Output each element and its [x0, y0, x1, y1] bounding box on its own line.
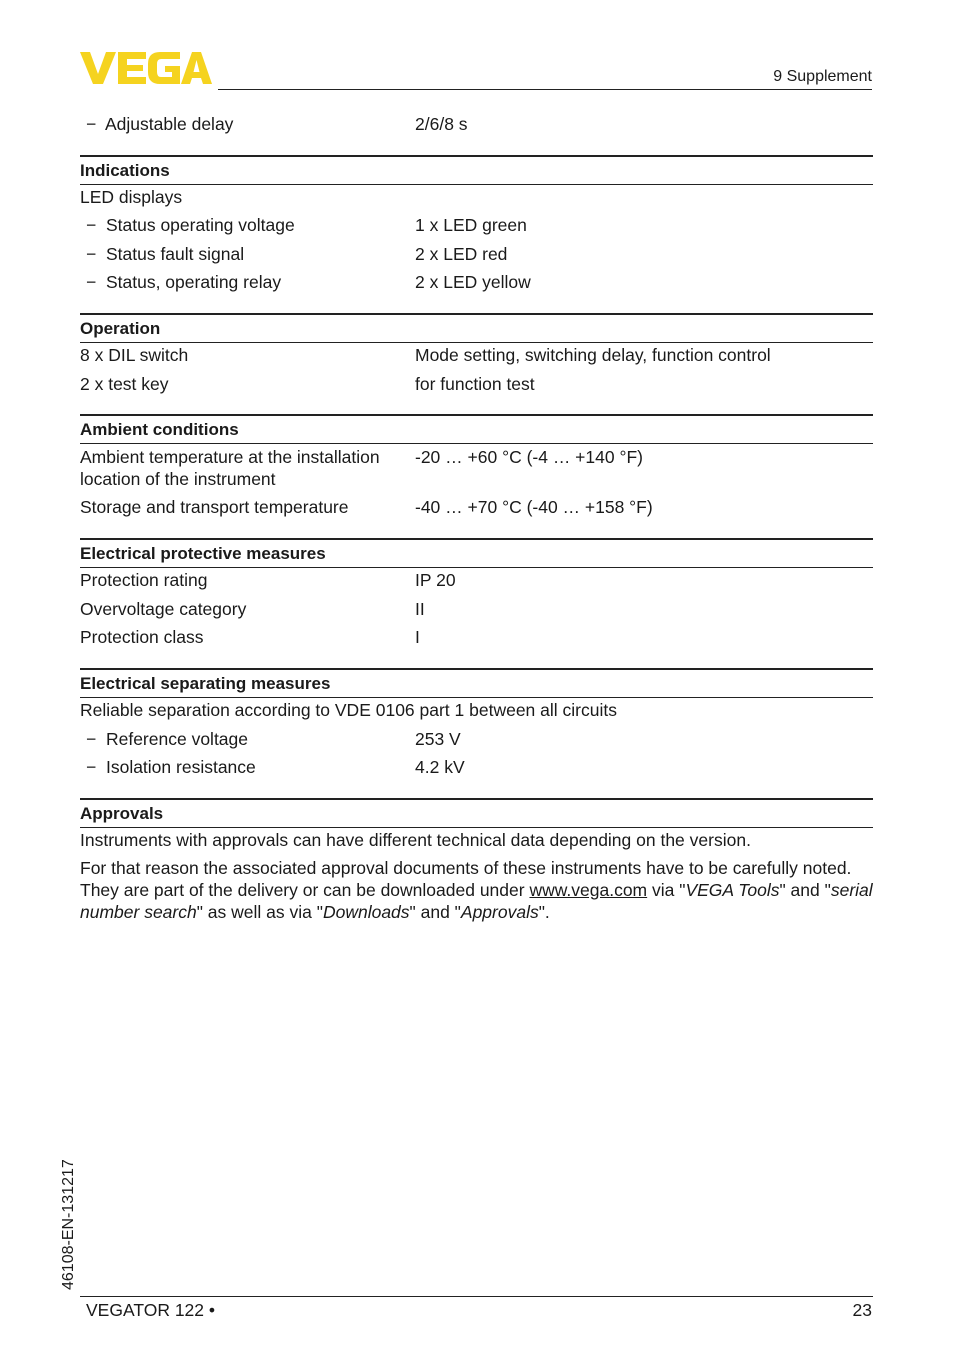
spec-label: Overvoltage category: [80, 599, 247, 619]
spec-row: [80, 755, 873, 779]
section-label: 9 Supplement: [773, 68, 872, 85]
vega-website-link[interactable]: www.vega.com: [529, 880, 648, 900]
footer-product: VEGATOR 122 •: [86, 1300, 216, 1320]
approvals-paragraph-1: Instruments with approvals can have different technical data depending on the version.: [80, 830, 751, 850]
spec-value: 253 V: [415, 729, 461, 749]
spec-row: [80, 625, 873, 649]
spec-label: 8 x DIL switch: [80, 345, 189, 365]
spec-label: Reliable separation according to VDE 0106 part 1 between all circuits: [80, 700, 617, 720]
section-heading-protective-measures: Electrical protective measures: [80, 538, 873, 568]
header-rule: [218, 89, 872, 90]
spec-label: 2 x test key: [80, 374, 169, 394]
section-heading-ambient-conditions: Ambient conditions: [80, 414, 873, 444]
spec-label: − Reference voltage: [86, 729, 249, 749]
spec-label: − Status operating voltage: [86, 215, 295, 235]
spec-label: − Status, operating relay: [86, 272, 282, 292]
spec-value: -20 … +60 °C (-4 … +140 °F): [415, 447, 643, 467]
spec-value: -40 … +70 °C (-40 … +158 °F): [415, 497, 653, 517]
spec-value: II: [415, 599, 425, 619]
spec-label: Storage and transport temperature: [80, 497, 349, 517]
spec-row: [80, 495, 873, 519]
spec-value: for function test: [415, 374, 535, 394]
spec-value: 4.2 kV: [415, 757, 465, 777]
spec-label: − Isolation resistance: [86, 757, 256, 777]
spec-label: LED displays: [80, 187, 183, 207]
approvals-paragraph-2: For that reason the associated approval documents of these instruments have to be carefully noted. They are part of the delivery or can be downloaded under www.vega.com via "VEGA Tools" and "serial number search" as well as via "Downloads" and "Approvals".: [80, 858, 873, 922]
spec-label: − Adjustable delay: [86, 114, 234, 134]
spec-row: [80, 270, 873, 294]
page-number: 23: [852, 1300, 872, 1320]
spec-label: Protection rating: [80, 570, 208, 590]
spec-row: [80, 372, 873, 396]
spec-row: [80, 568, 873, 592]
spec-value: 2/6/8 s: [415, 114, 468, 134]
spec-row: [80, 597, 873, 621]
section-heading-separating-measures: Electrical separating measures: [80, 668, 873, 698]
spec-value: Mode setting, switching delay, function control: [415, 345, 771, 365]
spec-label: Ambient temperature at the installation location of the instrument: [80, 447, 380, 489]
footer-rule: [80, 1296, 873, 1297]
spec-value: 2 x LED yellow: [415, 272, 531, 292]
spec-subheading: [80, 185, 873, 209]
vega-logo: [80, 50, 212, 86]
spec-row: [80, 727, 873, 751]
spec-label: − Status fault signal: [86, 244, 245, 264]
spec-label: Protection class: [80, 627, 204, 647]
spec-value: 2 x LED red: [415, 244, 508, 264]
spec-row: [80, 242, 873, 266]
spec-row: [80, 213, 873, 237]
document-id: 46108-EN-131217: [60, 1159, 77, 1290]
spec-row: [80, 446, 873, 492]
section-heading-indications: Indications: [80, 155, 873, 185]
spec-intro: [80, 698, 873, 722]
section-heading-operation: Operation: [80, 313, 873, 343]
spec-value: I: [415, 627, 420, 647]
spec-row-adjustable-delay: [80, 112, 873, 136]
spec-row: [80, 343, 873, 367]
spec-value: IP 20: [415, 570, 456, 590]
spec-value: 1 x LED green: [415, 215, 527, 235]
section-heading-approvals: Approvals: [80, 798, 873, 828]
